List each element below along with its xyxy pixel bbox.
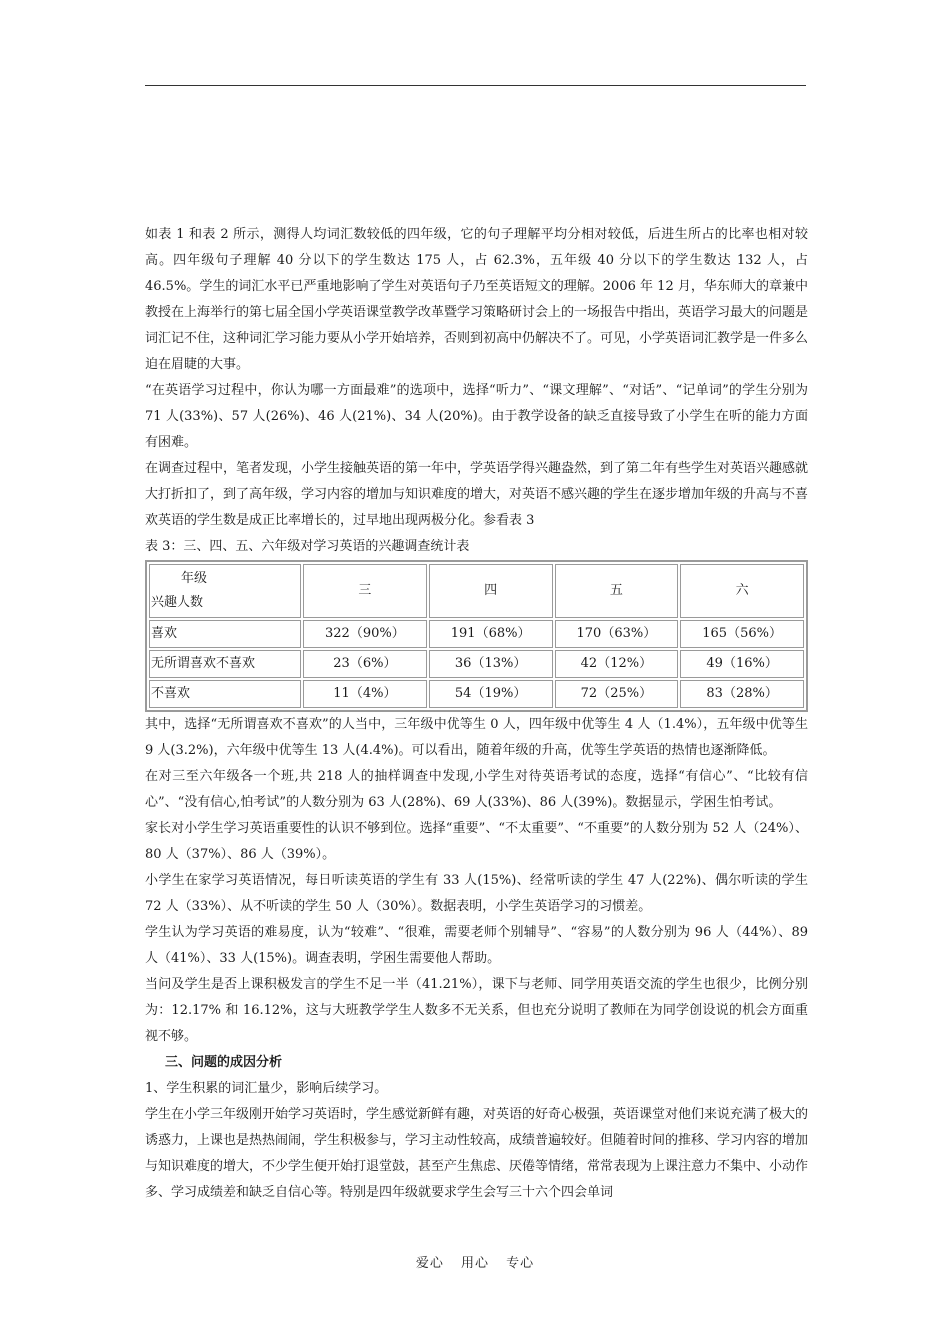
- paragraph: 学生认为学习英语的难易度，认为“较难”、“很难，需要老师个别辅导”、“容易”的人数分别为 96 人（44%）、89 人（41%）、33 人(15%)。调查表明，学困生需要他人帮助。: [145, 925, 808, 966]
- footer-word: 爱心: [415, 1256, 444, 1271]
- column-header: 六: [680, 564, 804, 618]
- row-label: 不喜欢: [149, 680, 301, 708]
- page-footer: [0, 1252, 950, 1271]
- header-rule: [145, 85, 806, 86]
- paragraph: 当问及学生是否上课积极发言的学生不足一半（41.21%），课下与老师、同学用英语交流的学生也很少，比例分别为：12.17% 和 16.12%，这与大班教学学生人数多不无关系，但也充分说明了教师在为同学创设说的机会方面重视不够。: [145, 977, 808, 1044]
- corner-grade-label: 年级: [181, 571, 208, 586]
- paragraph: 其中，选择“无所谓喜欢不喜欢”的人当中，三年级中优等生 0 人，四年级中优等生 4 人（1.4%），五年级中优等生 9 人(3.2%)，六年级中优等生 13 人(4.4%)。可以看出，随着年级的升高，优等生学英语的热情也逐渐降低。: [145, 717, 808, 758]
- table-cell: 54（19%）: [429, 680, 553, 708]
- column-header: 四: [429, 564, 553, 618]
- column-header: 三: [303, 564, 427, 618]
- table-caption: 表 3：三、四、五、六年级对学习英语的兴趣调查统计表: [145, 539, 470, 554]
- table-cell: 322（90%）: [303, 620, 427, 648]
- paragraph: 学生在小学三年级刚开始学习英语时，学生感觉新鲜有趣，对英语的好奇心极强，英语课堂对他们来说充满了极大的诱惑力，上课也是热热闹闹，学生积极参与，学习主动性较高，成绩普遍较好。但随着时间的推移、学习内容的增加与知识难度的增大，不少学生便开始打退堂鼓，甚至产生焦虑、厌倦等情绪，常常表现为上课注意力不集中、小动作多、学习成绩差和缺乏自信心等。特别是四年级就要求学生会写三十六个四会单词: [145, 1107, 809, 1200]
- subheading: 1、学生积累的词汇量少，影响后续学习。: [145, 1081, 388, 1096]
- paragraph: 家长对小学生学习英语重要性的认识不够到位。选择“重要”、“不太重要”、“不重要”的人数分别为 52 人（24%）、80 人（37%）、86 人（39%）。: [145, 821, 808, 862]
- column-header: 五: [555, 564, 679, 618]
- row-label: 无所谓喜欢不喜欢: [149, 650, 301, 678]
- paragraph: 如表 1 和表 2 所示，测得人均词汇数较低的四年级，它的句子理解平均分相对较低，后进生所占的比率也相对较高。四年级句子理解 40 分以下的学生数达 175 人，占 62.3%，五年级 40 分以下的学生数达 132 人，占 46.5%。学生的词汇水平已严重地影响了学生对英语句子乃至英语短文的理解。2006 年 12 月，华东师大的章兼中教授在上海举行的第七届全国小学英语课堂教学改革暨学习策略研讨会上的一场报告中指出，英语学习最大的问题是词汇记不住，这种词汇学习能力要从小学开始培养，否则到初高中仍解决不了。可见，小学英语词汇教学是一件多么迫在眉睫的大事。: [145, 227, 809, 372]
- table-row: [149, 650, 804, 678]
- table-cell: 165（56%）: [680, 620, 804, 648]
- table-header-row: [149, 564, 804, 618]
- paragraph: “在英语学习过程中，你认为哪一方面最难”的选项中，选择“听力”、“课文理解”、“对话”、“记单词”的学生分别为 71 人(33%)、57 人(26%)、46 人(21%)、34 人(20%)。由于教学设备的缺乏直接导致了小学生在听的能力方面有困难。: [145, 383, 808, 450]
- footer-word: 专心: [506, 1256, 535, 1271]
- table-row: [149, 620, 804, 648]
- table-cell: 23（6%）: [303, 650, 427, 678]
- document-body: [145, 222, 808, 1206]
- row-label: 喜欢: [149, 620, 301, 648]
- footer-word: 用心: [460, 1256, 489, 1271]
- table-cell: 83（28%）: [680, 680, 804, 708]
- paragraph: 在调查过程中，笔者发现，小学生接触英语的第一年中，学英语学得兴趣盎然，到了第二年有些学生对英语兴趣感就大打折扣了，到了高年级，学习内容的增加与知识难度的增大，对英语不感兴趣的学生在逐步增加年级的升高与不喜欢英语的学生数是成正比率增长的，过早地出现两极分化。参看表 3: [145, 461, 809, 528]
- interest-survey-table: [145, 560, 808, 712]
- paragraph: 小学生在家学习英语情况，每日听读英语的学生有 33 人(15%)、经常听读的学生 47 人(22%)、偶尔听读的学生 72 人（33%）、从不听读的学生 50 人（30%）。数据表明，小学生英语学习的习惯差。: [145, 873, 808, 914]
- table-cell: 11（4%）: [303, 680, 427, 708]
- table-row: [149, 680, 804, 708]
- table-cell: 170（63%）: [555, 620, 679, 648]
- paragraph: 在对三至六年级各一个班,共 218 人的抽样调查中发现,小学生对待英语考试的态度，选择“有信心”、“比较有信心”、“没有信心,怕考试”的人数分别为 63 人(28%)、69 人(33%)、86 人(39%)。数据显示，学困生怕考试。: [145, 769, 808, 810]
- table-cell: 191（68%）: [429, 620, 553, 648]
- section-heading: 三、问题的成因分析: [165, 1055, 283, 1070]
- table-corner-cell: [149, 564, 301, 618]
- table-cell: 49（16%）: [680, 650, 804, 678]
- table-cell: 42（12%）: [555, 650, 679, 678]
- corner-interest-label: 兴趣人数: [151, 595, 204, 610]
- table-cell: 36（13%）: [429, 650, 553, 678]
- table-cell: 72（25%）: [555, 680, 679, 708]
